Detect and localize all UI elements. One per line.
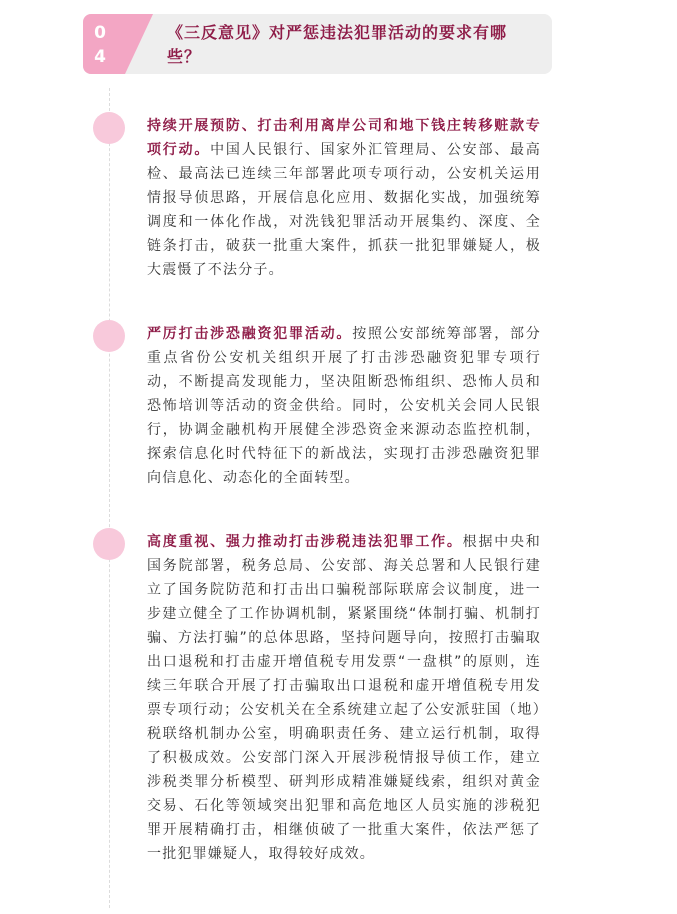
item-body-2: 按照公安部统筹部署，部分重点省份公安机关组织开展了打击涉恐融资犯罪专项行动，不断提高发现能力，坚决阻断恐怖组织、恐怖人员和恐怖培训等活动的资金供给。同时，公安机关会同人民银行，协调金融机构开展健全涉恐资金来源动态监控机制，探索信息化时代特征下的新战法，实现打击涉恐融资犯罪向信息化、动态化的全面转型。 xyxy=(147,326,541,486)
item-lead-3: 高度重视、强力推动打击涉税违法犯罪工作。 xyxy=(147,534,463,550)
timeline-dot-2 xyxy=(93,320,125,352)
item-paragraph-3 xyxy=(147,530,541,866)
section-number xyxy=(93,21,107,69)
section-header xyxy=(83,14,552,74)
timeline-line xyxy=(109,88,110,908)
section-number-digit-2: 4 xyxy=(94,47,106,67)
timeline-dot-3 xyxy=(93,528,125,560)
item-lead-1: 持续开展预防、打击利用离岸公司和地下钱庄转移赃款专项行动。 xyxy=(147,118,541,158)
timeline-dot-1 xyxy=(93,112,125,144)
section-title: 《三反意见》对严惩违法犯罪活动的要求有哪些？ xyxy=(167,23,508,66)
item-lead-2: 严厉打击涉恐融资犯罪活动。 xyxy=(147,326,353,342)
item-body-1: 中国人民银行、国家外汇管理局、公安部、最高检、最高法已连续三年部署此项专项行动，公安机关运用情报导侦思路，开展信息化应用、数据化实战，加强统筹调度和一体化作战，对洗钱犯罪活动开展集约、深度、全链条打击，破获一批重大案件，抓获一批犯罪嫌疑人，极大震慑了不法分子。 xyxy=(147,142,541,278)
item-paragraph-1 xyxy=(147,114,541,282)
item-paragraph-2 xyxy=(147,322,541,490)
item-body-3: 根据中央和国务院部署，税务总局、公安部、海关总署和人民银行建立了国务院防范和打击出口骗税部际联席会议制度，进一步建立健全了工作协调机制，紧紧围绕“体制打骗、机制打骗、方法打骗”的总体思路，坚持问题导向，按照打击骗取出口退税和打击虚开增值税专用发票“一盘棋”的原则，连续三年联合开展了打击骗取出口退税和虚开增值税专用发票专项行动；公安机关在全系统建立起了公安派驻国（地）税联络机制办公室，明确职责任务、建立运行机制，取得了积极成效。公安部门深入开展涉税情报导侦工作，建立涉税类罪分析模型、研判形成精准嫌疑线索，组织对黄金交易、石化等领域突出犯罪和高危地区人员实施的涉税犯罪开展精确打击，相继侦破了一批重大案件，依法严惩了一批犯罪嫌疑人，取得较好成效。 xyxy=(147,534,542,862)
section-number-digit-1: 0 xyxy=(94,23,106,43)
